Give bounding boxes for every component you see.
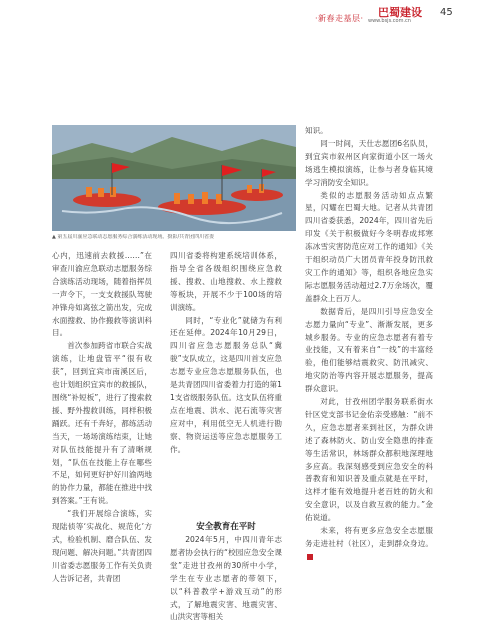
article-column-1: [52, 250, 152, 586]
paragraph-final: [305, 525, 433, 564]
article-column-2-continued: [170, 534, 282, 624]
article-column-2: [170, 250, 282, 457]
page-number: 45: [440, 7, 453, 18]
article-column-3: [305, 125, 433, 564]
paragraph: 2024年5月，中四川青年志愿者协会执行的“校园应急安全课堂”走进甘孜州的30所中小学，学生在专业志愿者的带领下，以“科普教学+游戏互动”的形式，了解地震灾害、地震灾害、山洪灾害等相关: [170, 535, 282, 622]
magazine-url: www.bsjs.com.cn: [368, 18, 411, 24]
section-tag: ·新春走基层·: [315, 14, 364, 23]
rescue-drill-photo: [52, 125, 296, 231]
paragraph: 首次参加跨省市联合实战演练，让地盘管平“很有收获”，回到宜宾市南溪区后，也计划组织宜宾市的救援队，围绕“补短板”，进行了搜索救援、野外搜救训练，同样积极踊跃。还有千奔好，都练活动当天，一场场演练结束，让她对队伍技能提升有了清晰规划，“队伍在技能上存在哪些不足，如何更好护好川渝两地的协作力量，都能在推进中找到答案。”王有说。: [52, 341, 152, 506]
paragraph: 类似的志愿服务活动如点点繁星，闪耀在巴蜀大地。记者从共青团四川省委获悉，2024年，四川省先后印发《关于积极做好今冬明春成邦寒冻冰雪灾害防范应对工作的通知》《关于组织动员广大团员青年投身防汛救灾工作的通知》等，组织各地应急实际志愿服务活动超过2.7万余场次，覆盖群众上百万人。: [305, 190, 433, 303]
section-subheading: 安全教育在平时: [196, 522, 256, 532]
paragraph: 同一时间，天仕志愿团6名队员，到宜宾市叙州区向家街道小区一场火场逃生模拟演练，让参与者身临其境学习消防安全知识。: [305, 138, 433, 187]
paragraph: 数据背后，是四川引导应急安全志愿力量向“专业”、渐渐发展，更多城乡服务。专业的应急志愿者有着专业技能，又有着来自“一线”的丰富经验，他们能够结震救灾、防汛减灾、地灾防治等内容开展志愿服务，提高群众意识。: [305, 306, 433, 394]
magazine-logo: 巴蜀建设: [378, 6, 422, 19]
article-end-mark: [307, 554, 313, 560]
paragraph: 知识。: [305, 126, 328, 135]
photo-caption: ▲ 第五届川渝应急联动志愿服务综合演练活动现场。摄影/共青团四川省委: [52, 234, 215, 240]
paragraph-text: 未来，将有更多应急安全志愿服务走进社村（社区），走到群众身边。: [305, 526, 433, 548]
page-header: [0, 0, 485, 60]
paragraph: 四川省委将构建系统培训体系，指导全省各级组织围绕应急救援、搜救、山地搜救、水上搜救等板块，开展不少于100场的培训演练。: [170, 251, 282, 312]
paragraph: 对此，甘孜州团学服务联系街水针区党支部书记金佑亲受感触：“前不久，应急志愿者来到社区，为群众讲述了森林防火、防山安全隐患的排查等生活常识，林场群众都积地深理地多应高。我深刻感受到应急安全的科普教育和知识普及重点就是在平时，这样才能有效地提升老百姓的防火和安全意识，以及自救互救的能力。”金佑说道。: [305, 397, 433, 523]
paragraph: 同时，“专业化”就储为有利还在延伸。2024年10月29日，四川省应急志愿服务总队“冀骏”支队成立，这是四川首支应急志愿专业应急志愿服务队伍，也是共青团四川省委着力打造的第11支省级服务队伍。这支队伍将重点在地震、洪水、泥石流等灾害应对中，利用低空无人机进行勘察、物资运送等应急志愿服务工作。: [170, 315, 282, 454]
paragraph: 心内，迅速前去救援……”在审查川渝应急联动志愿服务综合演练活动现场，随着指挥员一声令下，一支支救援队驾驶冲锋舟如离弦之箭出发，完成水面搜救、协作搬救等演训科目。: [52, 251, 152, 338]
photo-illustration: [52, 125, 296, 231]
paragraph: “我们开展综合演练，实现陆侦等‘实战化、规范化’方式，检验机制、磨合队伍、发现问题、解决问题。”共青团四川省委志愿服务工作有关负责人告诉记者，共青团: [52, 509, 152, 583]
